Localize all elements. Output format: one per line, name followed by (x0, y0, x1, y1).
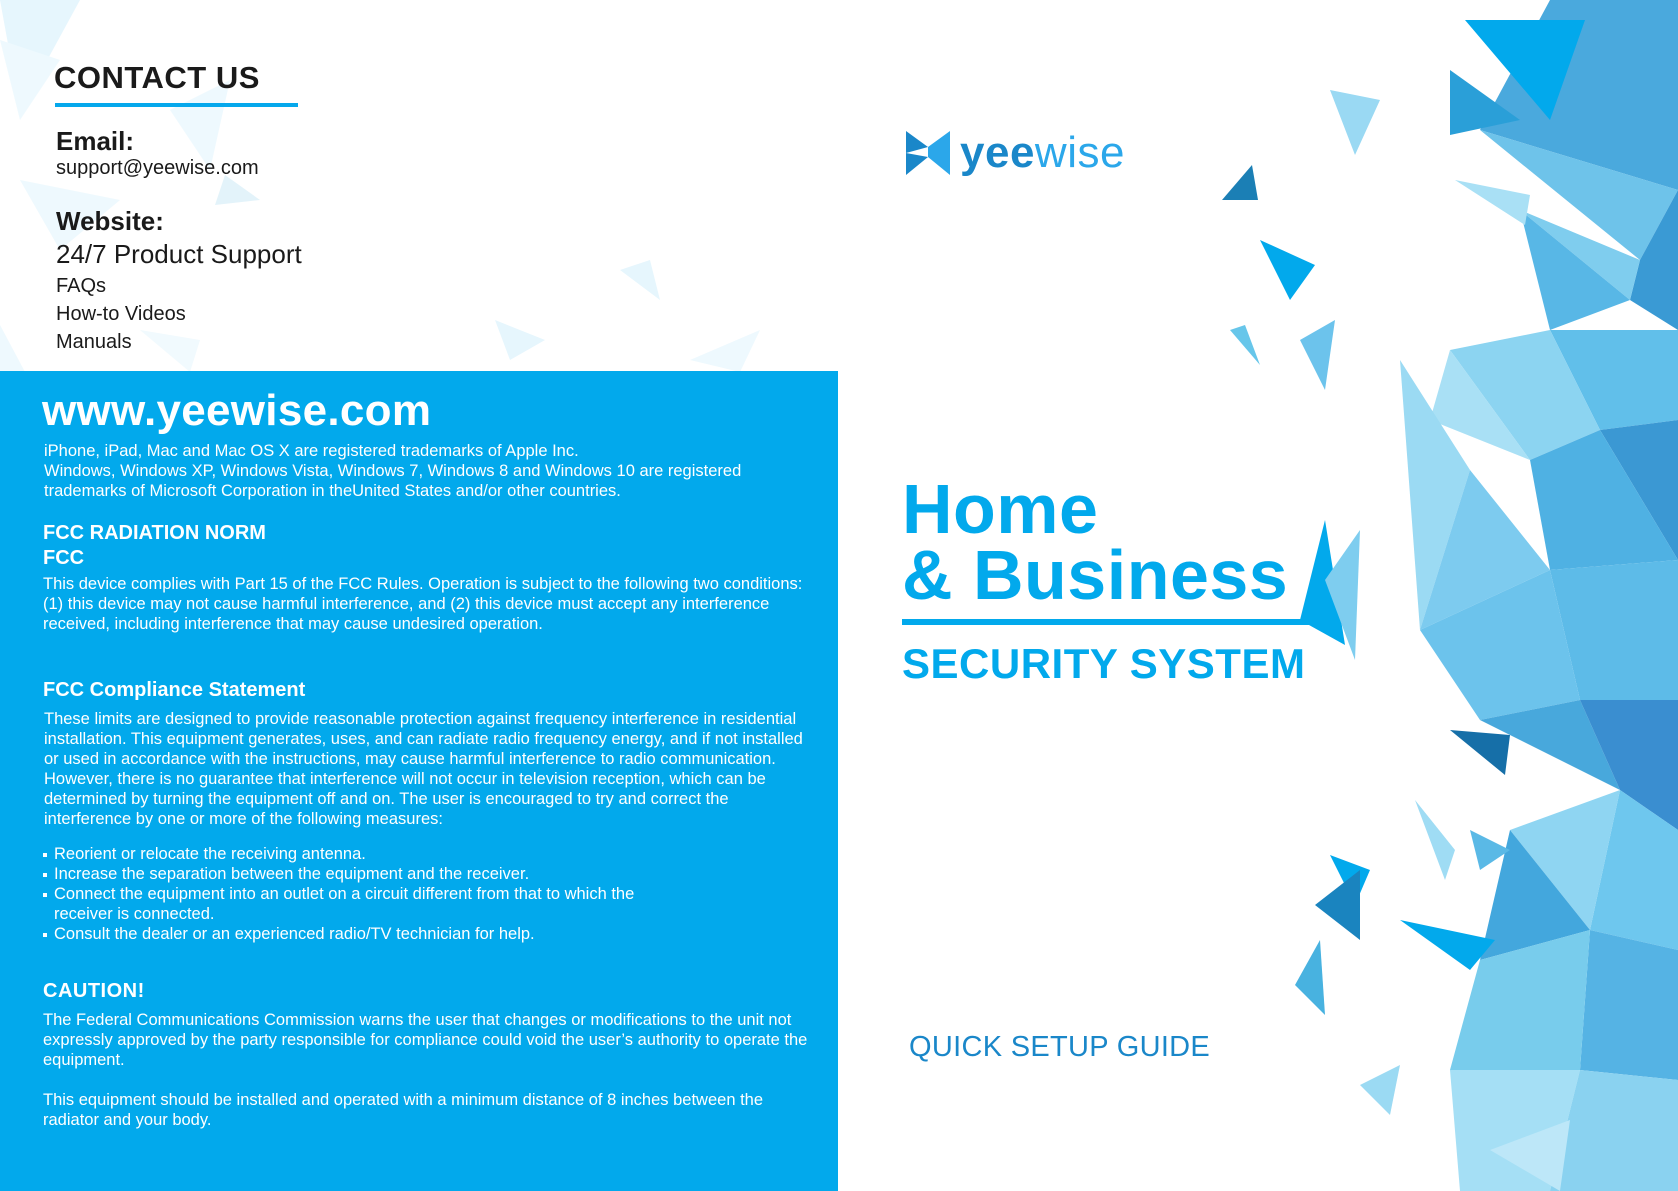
support-link-faqs: FAQs (56, 275, 107, 297)
list-item: Consult the dealer or an experienced radio/TV technician for help. (43, 924, 683, 944)
logo-mark-icon (906, 131, 950, 175)
caution-text: The Federal Communications Commission warns the user that changes or modifications to the unit not expressly approved by the party responsible for compliance could void the user’s authority to operate the equipment. (43, 1011, 808, 1069)
trademark-line: Windows, Windows XP, Windows Vista, Windows 7, Windows 8 and Windows 10 are registered (44, 462, 742, 480)
trademark-notice (44, 441, 824, 501)
measures-list (43, 844, 683, 944)
fcc-subtitle: FCC (43, 547, 85, 569)
cover-title (902, 470, 1289, 614)
quick-setup-guide: QUICK SETUP GUIDE (909, 1031, 1211, 1063)
support-link-manuals: Manuals (56, 331, 132, 353)
cover-underline (902, 619, 1315, 625)
compliance-text: These limits are designed to provide reasonable protection against frequency interference in residential installation. This equipment generates, uses, and can radiate radio frequency energy, and if not installed or used in accordance with the instructions, may cause harmful interference to radio communication. However, there is no guarantee that interference will not occur in television reception, which can be determined by turning the equipment off and on. The user is encouraged to try and correct the interference by one or more of the following measures: (44, 710, 803, 828)
list-item: Connect the equipment into an outlet on a circuit different from that to which the receiver is connected. (43, 884, 683, 924)
site-url: www.yeewise.com (42, 386, 432, 435)
legal-panel (0, 371, 838, 1191)
list-item: Increase the separation between the equipment and the receiver. (43, 864, 683, 884)
compliance-title: FCC Compliance Statement (43, 679, 306, 701)
contact-title: CONTACT US (54, 60, 260, 95)
website-label: Website: (56, 206, 164, 236)
support-links (56, 272, 186, 356)
distance-text: This equipment should be installed and operated with a minimum distance of 8 inches between the radiator and your body. (43, 1091, 764, 1129)
trademark-line: trademarks of Microsoft Corporation in theUnited States and/or other countries. (44, 482, 621, 500)
logo-wordmark (960, 128, 1125, 178)
fcc-text: This device complies with Part 15 of the FCC Rules. Operation is subject to the following two conditions: (1) this device may not cause harmful interference, and (2) this device must accept any interference received, including interference that may cause undesired operation. (43, 575, 803, 633)
logo-bold: yee (960, 128, 1035, 177)
fcc-heading (43, 521, 266, 571)
caution-title: CAUTION! (43, 980, 145, 1002)
support-link-videos: How-to Videos (56, 303, 186, 325)
email-label: Email: (56, 126, 135, 156)
logo-light: wise (1034, 128, 1125, 177)
cover-subtitle: SECURITY SYSTEM (902, 640, 1306, 687)
fcc-norm-title: FCC RADIATION NORM (43, 522, 266, 544)
list-item: Reorient or relocate the receiving antenna. (43, 844, 683, 864)
support-title: 24/7 Product Support (56, 239, 302, 269)
email-value: support@yeewise.com (56, 157, 259, 179)
cover-title-line1: Home (902, 470, 1099, 548)
contact-underline (55, 103, 298, 107)
cover-title-line2: & Business (902, 536, 1289, 614)
yeewise-logo (906, 128, 1125, 178)
trademark-line: iPhone, iPad, Mac and Mac OS X are registered trademarks of Apple Inc. (44, 442, 579, 460)
